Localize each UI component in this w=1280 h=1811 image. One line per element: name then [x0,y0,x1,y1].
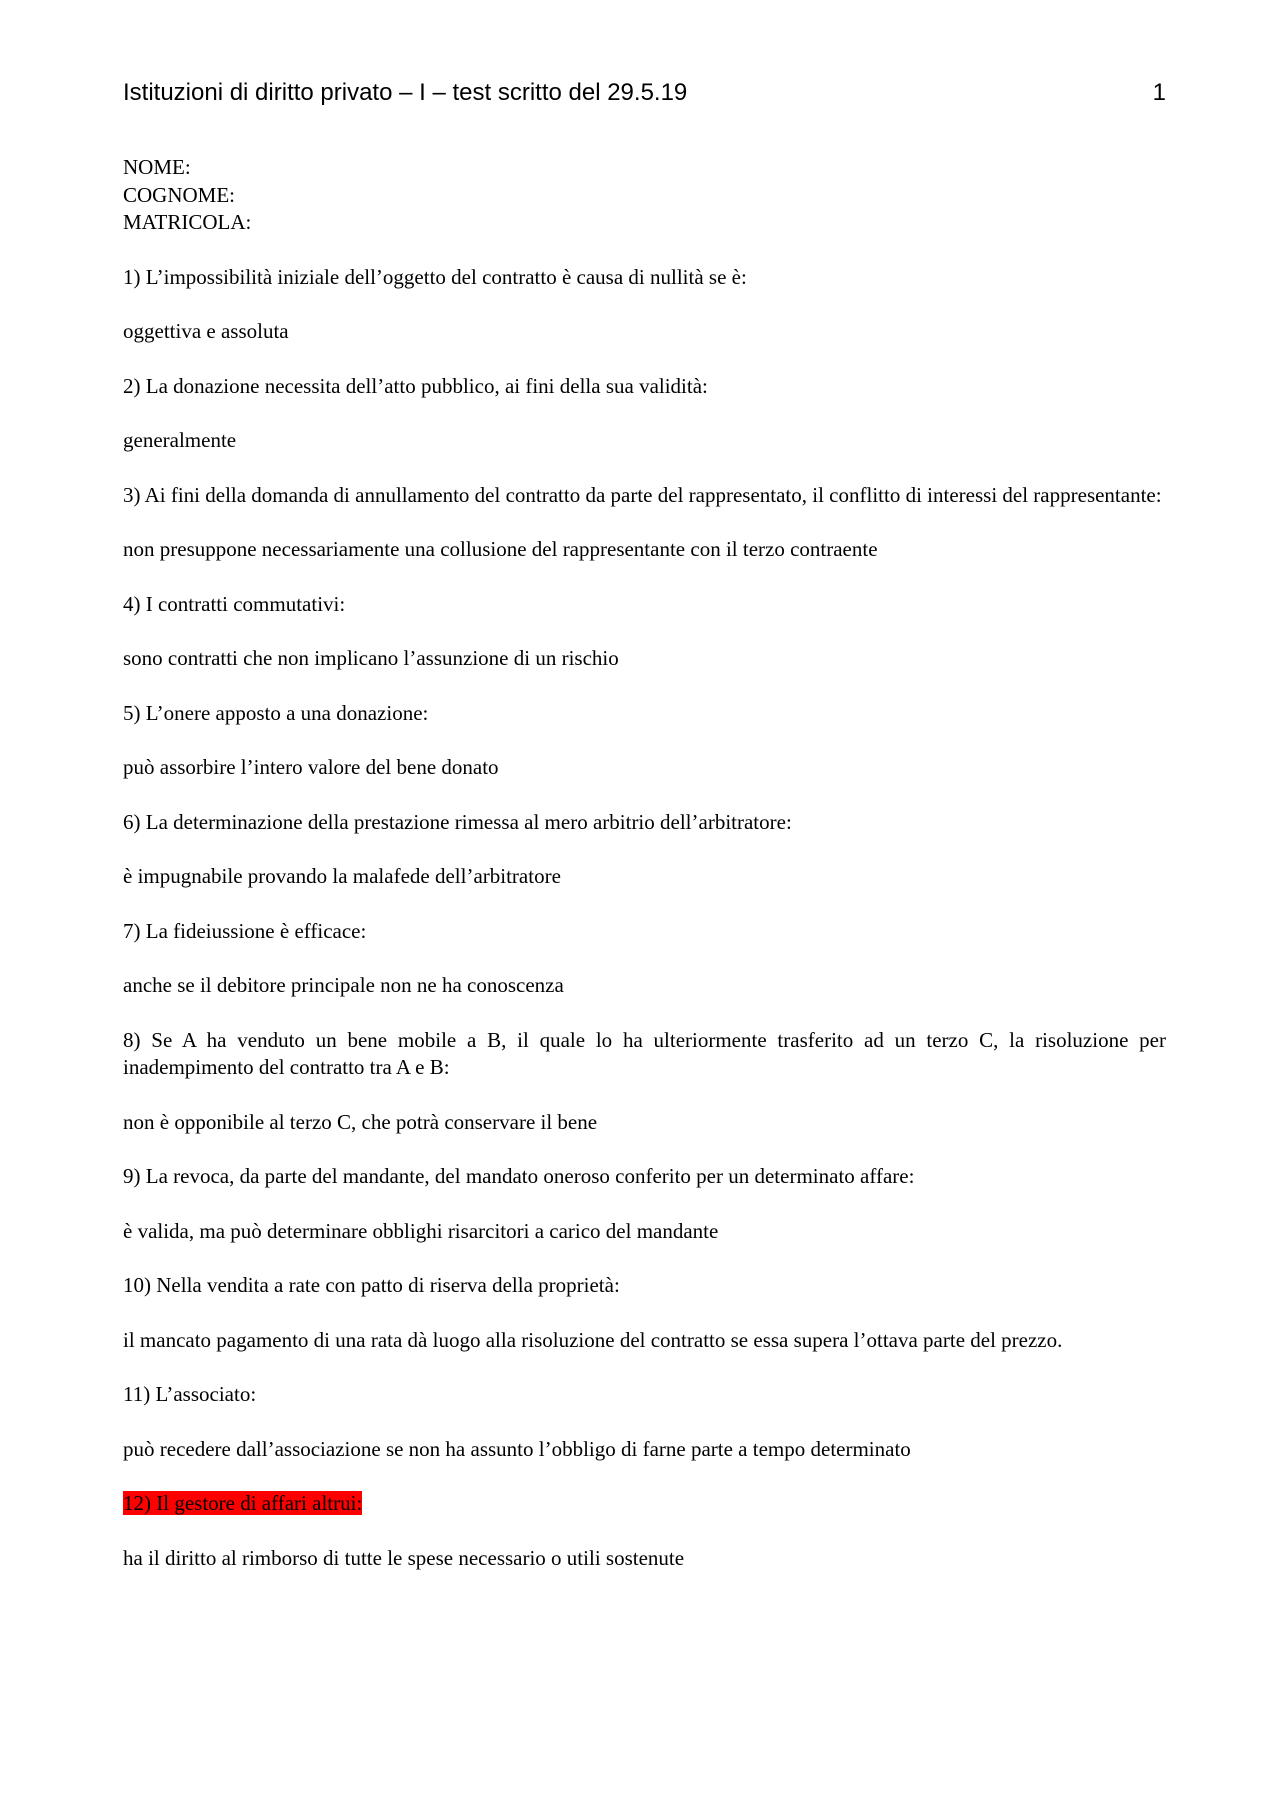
page-number: 1 [1152,79,1166,106]
header-title: Istituzioni di diritto privato – I – test scritto del 29.5.19 [123,79,688,106]
question-1: 1) L’impossibilità iniziale dell’oggetto del contratto è causa di nullità se è: [123,264,747,289]
page-header [123,76,1166,110]
answer-2: generalmente [123,428,237,452]
answer-11: può recedere dall’associazione se non ha assunto l’obbligo di farne parte a tempo determinato [123,1436,911,1461]
question-4: 4) I contratti commutativi: [123,591,346,616]
identification-block [123,154,1166,237]
student-id-label: MATRICOLA: [123,210,252,234]
answer-6: è impugnabile provando la malafede dell’arbitratore [123,864,561,888]
question-11: 11) L’associato: [123,1382,257,1406]
question-10: 10) Nella vendita a rate con patto di riserva della proprietà: [123,1273,620,1297]
question-5: 5) L’onere apposto a una donazione: [123,700,429,725]
surname-label: COGNOME: [123,182,236,207]
document-body [123,154,1166,1572]
answer-4: sono contratti che non implicano l’assunzione di un rischio [123,646,619,670]
question-9: 9) La revoca, da parte del mandante, del mandato oneroso conferito per un determinato affare: [123,1164,915,1188]
answer-5: può assorbire l’intero valore del bene donato [123,755,499,779]
answer-1: oggettiva e assoluta [123,319,289,343]
highlighted-question-text: 12) Il gestore di affari altrui: [123,1491,363,1515]
question-12 [123,1490,1166,1518]
answer-7: anche se il debitore principale non ne ha conoscenza [123,973,564,997]
answer-12: ha il diritto al rimborso di tutte le spese necessario o utili sostenute [123,1545,685,1570]
question-2: 2) La donazione necessita dell’atto pubblico, ai fini della sua validità: [123,373,708,398]
answer-9: è valida, ma può determinare obblighi risarcitori a carico del mandante [123,1218,719,1243]
question-7: 7) La fideiussione è efficace: [123,918,367,943]
answer-3: non presuppone necessariamente una collusione del rappresentante con il terzo contraente [123,537,878,561]
answer-8: non è opponibile al terzo C, che potrà conservare il bene [123,1109,598,1134]
question-6: 6) La determinazione della prestazione rimessa al mero arbitrio dell’arbitratore: [123,809,792,834]
answer-10: il mancato pagamento di una rata dà luogo alla risoluzione del contratto se essa supera l’ottava parte del prezzo. [123,1327,1063,1352]
question-8: 8) Se A ha venduto un bene mobile a B, il quale lo ha ulteriormente trasferito ad un terzo C, la risoluzione per inadempimento del contratto tra A e B: [123,1027,1166,1079]
question-3: 3) Ai fini della domanda di annullamento del contratto da parte del rappresentato, il conflitto di interessi del rappresentante: [123,482,1162,507]
name-label: NOME: [123,155,191,179]
